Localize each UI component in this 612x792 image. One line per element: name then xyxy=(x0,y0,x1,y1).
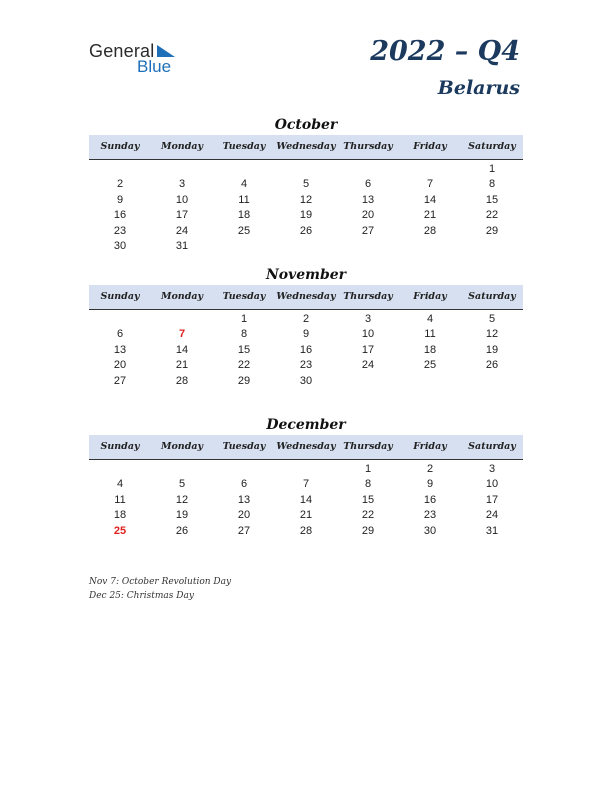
day-cell: 24 xyxy=(361,359,375,372)
weekday-label: Sunday xyxy=(100,141,140,152)
weekday-header xyxy=(89,285,523,310)
day-cell: 28 xyxy=(423,224,437,237)
day-cell: 2 xyxy=(302,313,310,325)
day-cell: 24 xyxy=(175,224,189,237)
day-cell: 20 xyxy=(113,359,127,372)
logo-word-blue: Blue xyxy=(137,57,172,76)
day-cell: 1 xyxy=(240,313,248,325)
week-row xyxy=(89,477,523,492)
day-cell xyxy=(337,239,399,254)
holiday-note: Dec 25: Christmas Day xyxy=(89,591,194,601)
day-cell: 13 xyxy=(113,343,127,356)
week-row xyxy=(89,343,523,358)
day-cell: 10 xyxy=(485,478,499,491)
week-row xyxy=(89,327,523,342)
month-grid xyxy=(89,310,523,389)
day-cell xyxy=(151,162,213,177)
day-cell: 24 xyxy=(485,509,499,522)
holiday-note: Nov 7: October Revolution Day xyxy=(89,577,232,587)
day-cell: 26 xyxy=(299,224,313,237)
day-cell: 20 xyxy=(361,209,375,222)
month-title: October xyxy=(274,117,338,133)
day-cell: 22 xyxy=(485,209,499,222)
day-cell: 30 xyxy=(113,239,127,252)
day-cell: 7 xyxy=(426,178,434,191)
day-cell xyxy=(151,312,213,327)
day-cell: 8 xyxy=(240,328,248,341)
day-cell: 18 xyxy=(237,209,251,222)
day-cell: 15 xyxy=(485,193,499,206)
day-cell: 5 xyxy=(178,478,186,491)
weekday-label: Saturday xyxy=(468,441,516,452)
day-cell: 30 xyxy=(299,374,313,387)
week-row xyxy=(89,193,523,208)
week-row xyxy=(89,493,523,508)
day-cell: 10 xyxy=(361,328,375,341)
day-cell: 30 xyxy=(423,524,437,537)
weekday-label: Sunday xyxy=(100,441,140,452)
weekday-label: Monday xyxy=(160,291,204,302)
week-row xyxy=(89,162,523,177)
day-cell: 4 xyxy=(116,478,124,491)
day-cell: 4 xyxy=(240,178,248,191)
month-title: November xyxy=(265,267,347,283)
day-cell xyxy=(399,239,461,254)
day-cell xyxy=(399,374,461,389)
day-cell: 26 xyxy=(175,524,189,537)
day-cell: 9 xyxy=(426,478,434,491)
day-cell: 6 xyxy=(364,178,372,191)
day-cell: 23 xyxy=(299,359,313,372)
weekday-label: Friday xyxy=(413,141,447,152)
day-cell: 3 xyxy=(364,313,372,325)
weekday-label: Wednesday xyxy=(276,441,336,452)
day-cell: 2 xyxy=(426,463,434,475)
day-cell: 25 xyxy=(237,224,251,237)
week-row xyxy=(89,224,523,239)
day-cell: 25 xyxy=(113,524,127,537)
weekday-label: Friday xyxy=(413,291,447,302)
logo xyxy=(89,41,199,77)
day-cell: 31 xyxy=(485,524,499,537)
day-cell: 9 xyxy=(302,328,310,341)
weekday-label: Thursday xyxy=(343,441,393,452)
weekday-label: Saturday xyxy=(468,291,516,302)
day-cell: 25 xyxy=(423,359,437,372)
weekday-header xyxy=(89,435,523,460)
day-cell: 17 xyxy=(485,493,499,506)
day-cell: 16 xyxy=(299,343,313,356)
weekday-label: Tuesday xyxy=(222,441,266,452)
day-cell: 17 xyxy=(175,209,189,222)
weekday-label: Thursday xyxy=(343,291,393,302)
week-row xyxy=(89,508,523,523)
week-row xyxy=(89,239,523,254)
day-cell xyxy=(151,462,213,477)
day-cell: 5 xyxy=(302,178,310,191)
weekday-label: Friday xyxy=(413,441,447,452)
week-row xyxy=(89,524,523,539)
day-cell: 18 xyxy=(423,343,437,356)
day-cell: 16 xyxy=(423,493,437,506)
day-cell: 11 xyxy=(238,193,250,206)
day-cell: 1 xyxy=(488,163,496,175)
weekday-label: Wednesday xyxy=(276,291,336,302)
month-title: December xyxy=(266,417,346,433)
page-title: 2022 – Q4 xyxy=(370,36,520,67)
day-cell: 29 xyxy=(237,374,251,387)
weekday-header xyxy=(89,135,523,160)
day-cell: 19 xyxy=(299,209,313,222)
week-row xyxy=(89,374,523,389)
day-cell: 19 xyxy=(485,343,499,356)
day-cell: 14 xyxy=(423,193,437,206)
day-cell: 8 xyxy=(364,478,372,491)
day-cell: 3 xyxy=(178,178,186,191)
day-cell xyxy=(337,374,399,389)
weekday-label: Wednesday xyxy=(276,141,336,152)
day-cell xyxy=(275,462,337,477)
day-cell: 15 xyxy=(361,493,375,506)
day-cell xyxy=(337,162,399,177)
day-cell: 23 xyxy=(423,509,437,522)
week-row xyxy=(89,358,523,373)
day-cell xyxy=(275,162,337,177)
day-cell: 29 xyxy=(361,524,375,537)
day-cell xyxy=(275,239,337,254)
day-cell xyxy=(89,162,151,177)
day-cell: 15 xyxy=(237,343,251,356)
weekday-label: Saturday xyxy=(468,141,516,152)
day-cell xyxy=(213,462,275,477)
day-cell xyxy=(399,162,461,177)
month-november xyxy=(89,265,523,389)
holiday-notes xyxy=(89,575,231,603)
country-subtitle: Belarus xyxy=(437,77,520,99)
day-cell: 12 xyxy=(175,493,189,506)
month-october xyxy=(89,115,523,254)
day-cell: 11 xyxy=(424,328,436,341)
day-cell xyxy=(213,162,275,177)
week-row xyxy=(89,312,523,327)
day-cell xyxy=(461,374,523,389)
day-cell: 17 xyxy=(361,343,375,356)
day-cell: 27 xyxy=(113,374,127,387)
day-cell: 27 xyxy=(237,524,251,537)
day-cell: 6 xyxy=(116,328,124,341)
month-grid xyxy=(89,460,523,539)
weekday-label: Thursday xyxy=(343,141,393,152)
month-grid xyxy=(89,160,523,254)
day-cell: 18 xyxy=(113,509,127,522)
weekday-label: Sunday xyxy=(100,291,140,302)
day-cell: 14 xyxy=(175,343,189,356)
day-cell: 21 xyxy=(175,359,189,372)
day-cell: 19 xyxy=(175,509,189,522)
week-row xyxy=(89,208,523,223)
day-cell: 16 xyxy=(113,209,127,222)
day-cell: 11 xyxy=(114,493,126,506)
day-cell: 13 xyxy=(237,493,251,506)
week-row xyxy=(89,177,523,192)
day-cell: 22 xyxy=(237,359,251,372)
day-cell: 4 xyxy=(426,313,434,325)
logo-word-general: General xyxy=(89,41,155,61)
day-cell: 1 xyxy=(364,463,372,475)
day-cell: 13 xyxy=(361,193,375,206)
day-cell: 21 xyxy=(423,209,437,222)
day-cell: 14 xyxy=(299,493,313,506)
weekday-label: Monday xyxy=(160,441,204,452)
day-cell: 5 xyxy=(488,313,496,325)
day-cell: 12 xyxy=(299,193,313,206)
week-row xyxy=(89,462,523,477)
day-cell: 10 xyxy=(175,193,189,206)
day-cell: 28 xyxy=(175,374,189,387)
day-cell xyxy=(461,239,523,254)
day-cell: 23 xyxy=(113,224,127,237)
day-cell xyxy=(89,462,151,477)
day-cell: 21 xyxy=(299,509,313,522)
weekday-label: Tuesday xyxy=(222,141,266,152)
day-cell: 28 xyxy=(299,524,313,537)
month-december xyxy=(89,415,523,539)
day-cell xyxy=(89,312,151,327)
day-cell: 29 xyxy=(485,224,499,237)
day-cell xyxy=(213,239,275,254)
day-cell: 20 xyxy=(237,509,251,522)
day-cell: 26 xyxy=(485,359,499,372)
day-cell: 27 xyxy=(361,224,375,237)
day-cell: 12 xyxy=(485,328,499,341)
weekday-label: Monday xyxy=(160,141,204,152)
day-cell: 8 xyxy=(488,178,496,191)
weekday-label: Tuesday xyxy=(222,291,266,302)
day-cell: 31 xyxy=(175,239,189,252)
day-cell: 7 xyxy=(302,478,310,491)
day-cell: 7 xyxy=(178,328,186,341)
day-cell: 3 xyxy=(488,463,496,475)
day-cell: 6 xyxy=(240,478,248,491)
day-cell: 9 xyxy=(116,193,124,206)
day-cell: 22 xyxy=(361,509,375,522)
day-cell: 2 xyxy=(116,178,124,191)
